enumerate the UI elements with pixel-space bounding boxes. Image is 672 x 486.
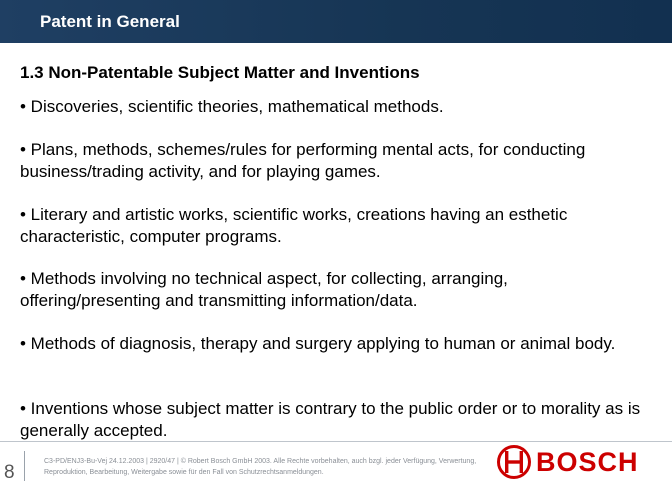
bullet-item: • Methods involving no technical aspect, for collecting, arranging, offering/presenting and transmitting information/data.: [20, 269, 508, 310]
bosch-logo: [496, 444, 666, 480]
footer-copyright: [44, 456, 494, 478]
footer-separator: [24, 451, 25, 481]
footer-divider: [0, 441, 672, 442]
footer-line-1: C3-PD/ENJ3-Bu-Vej 24.12.2003 | 2920/47 | © Robert Bosch GmbH 2003. Alle Rechte vorbehalten, auch bzgl. jeder Verfügung, Verwertung,: [44, 458, 477, 465]
bullet-item: • Discoveries, scientific theories, mathematical methods.: [20, 97, 444, 116]
bullet-item: • Plans, methods, schemes/rules for performing mental acts, for conducting business/trading activity, and for playing games.: [20, 140, 586, 181]
footer-line-2: Reproduktion, Bearbeitung, Weitergabe sowie für den Fall von Schutzrechtsanmeldungen.: [44, 469, 324, 476]
bullet-item: • Literary and artistic works, scientific works, creations having an esthetic characteristic, computer programs.: [20, 205, 568, 246]
bullet-item: • Methods of diagnosis, therapy and surgery applying to human or animal body.: [20, 334, 616, 353]
page-number: 8: [4, 462, 15, 483]
page-title: Patent in General: [40, 12, 180, 31]
section-title: 1.3 Non-Patentable Subject Matter and Inventions: [20, 63, 420, 82]
logo-text: BOSCH: [536, 446, 639, 477]
bosch-armature-icon: [496, 444, 532, 480]
bullet-item: • Inventions whose subject matter is contrary to the public order or to morality as is generally accepted.: [20, 399, 641, 440]
header-bar: [0, 0, 672, 43]
